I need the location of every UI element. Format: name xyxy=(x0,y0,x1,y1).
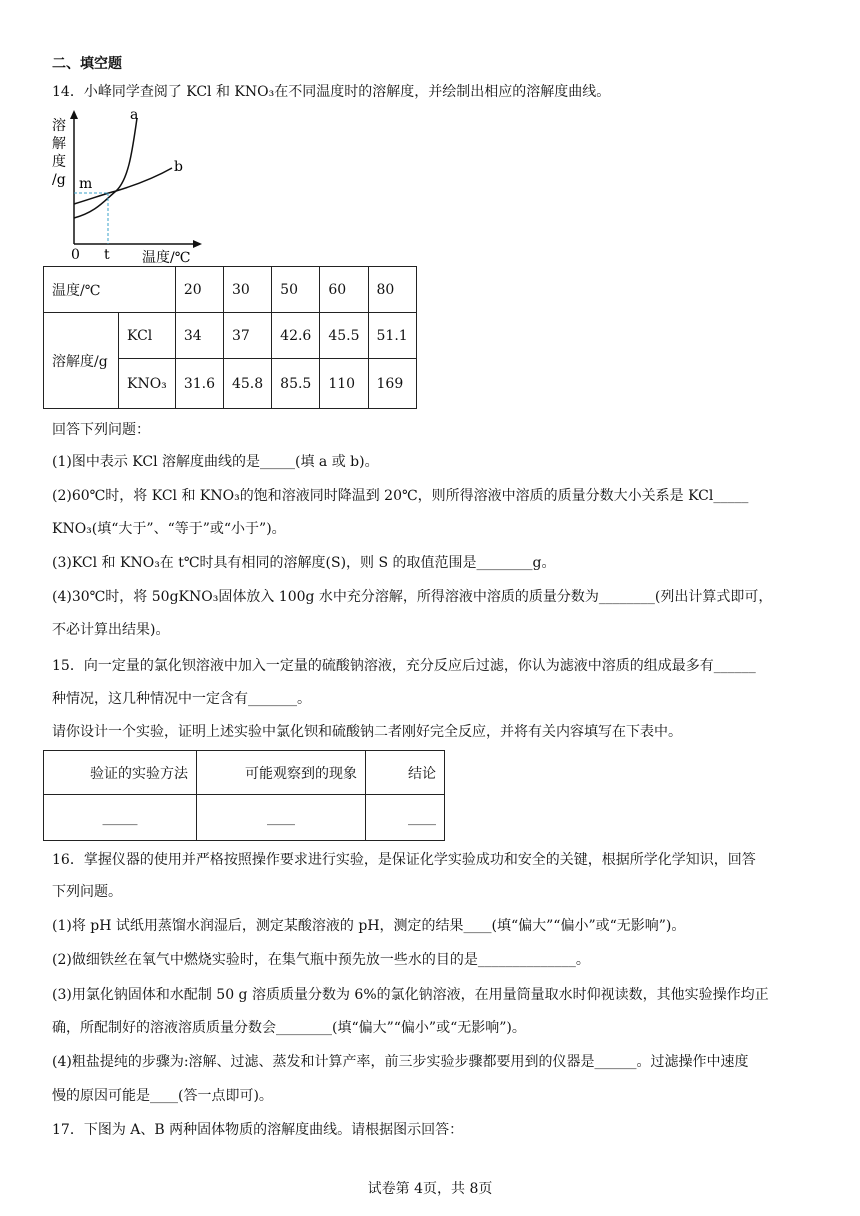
q15-line2: 种情况，这几种情况中一定含有_______。 xyxy=(52,691,311,707)
solubility-header: 溶解度/g xyxy=(44,313,119,409)
kno3-cell: 31.6 xyxy=(175,359,223,409)
q16-line2: 下列问题。 xyxy=(52,884,122,900)
q14-part2-line1: (2)60℃时，将 KCl 和 KNO₃的饱和溶液同时降温到 20℃，则所得溶液中溶质的质量分数大小关系是 KCl_____ xyxy=(52,488,749,504)
solubility-table xyxy=(43,266,417,409)
temp-header: 温度/℃ xyxy=(44,267,176,313)
phenomenon-blank: ____ xyxy=(197,795,366,841)
graph-label-m: m xyxy=(79,176,93,192)
conclusion-blank: ____ xyxy=(366,795,445,841)
graph-ylabel-2: 解 xyxy=(52,136,66,152)
graph-label-origin: 0 xyxy=(71,247,80,263)
experiment-table xyxy=(43,750,445,841)
q16-part2: (2)做细铁丝在氧气中燃烧实验时，在集气瓶中预先放一些水的目的是______________。 xyxy=(52,952,590,968)
kno3-cell: 169 xyxy=(368,359,416,409)
graph-label-b: b xyxy=(174,159,183,175)
temp-cell: 80 xyxy=(368,267,416,313)
method-blank: _____ xyxy=(44,795,197,841)
kno3-cell: 45.8 xyxy=(223,359,271,409)
q16-part3-line1: (3)用氯化钠固体和水配制 50 g 溶质质量分数为 6%的氯化钠溶液，在用量筒量取水时仰视读数，其他实验操作均正 xyxy=(52,987,769,1003)
temp-cell: 20 xyxy=(175,267,223,313)
experiment-header-row xyxy=(44,751,445,795)
q14-stem: 14．小峰同学查阅了 KCl 和 KNO₃在不同温度时的溶解度，并绘制出相应的溶解度曲线。 xyxy=(52,84,611,100)
solubility-graph xyxy=(44,106,214,266)
q14-part4-line2: 不必计算出结果)。 xyxy=(52,622,170,638)
graph-ylabel-1: 溶 xyxy=(52,118,66,134)
temp-cell: 50 xyxy=(272,267,320,313)
kcl-cell: 51.1 xyxy=(368,313,416,359)
graph-ylabel-4: /g xyxy=(52,172,66,188)
q17-stem: 17．下图为 A、B 两种固体物质的溶解度曲线。请根据图示回答： xyxy=(52,1122,464,1138)
kno3-cell: 85.5 xyxy=(272,359,320,409)
graph-ylabel-3: 度 xyxy=(52,154,66,170)
page-footer: 试卷第 4页，共 8页 xyxy=(367,1181,493,1197)
q15-line1: 15．向一定量的氯化钡溶液中加入一定量的硫酸钠溶液，充分反应后过滤，你认为滤液中溶质的组成最多有______ xyxy=(52,658,756,674)
graph-xlabel: 温度/℃ xyxy=(142,250,191,266)
kcl-row xyxy=(44,313,417,359)
temp-cell: 60 xyxy=(320,267,368,313)
section-heading: 二、填空题 xyxy=(52,56,122,72)
kno3-label: KNO₃ xyxy=(119,359,176,409)
graph-label-a: a xyxy=(130,107,139,123)
kcl-cell: 37 xyxy=(223,313,271,359)
temp-row xyxy=(44,267,417,313)
method-header: 验证的实验方法 xyxy=(44,751,197,795)
q15-line3: 请你设计一个实验，证明上述实验中氯化钡和硫酸钠二者刚好完全反应，并将有关内容填写在下表中。 xyxy=(52,724,682,740)
q16-line1: 16．掌握仪器的使用并严格按照操作要求进行实验，是保证化学实验成功和安全的关键，根据所学化学知识，回答 xyxy=(52,852,756,868)
q14-prompt: 回答下列问题： xyxy=(52,422,150,438)
experiment-answer-row xyxy=(44,795,445,841)
q16-part4-line1: (4)粗盐提纯的步骤为:溶解、过滤、蒸发和计算产率，前三步实验步骤都要用到的仪器是______。过滤操作中速度 xyxy=(52,1054,749,1070)
q16-part1: (1)将 pH 试纸用蒸馏水润湿后，测定某酸溶液的 pH，测定的结果____(填“偏大”“偏小”或“无影响”)。 xyxy=(52,918,686,934)
curve-a xyxy=(74,118,137,218)
kcl-label: KCl xyxy=(119,313,176,359)
q14-part3: (3)KCl 和 KNO₃在 t℃时具有相同的溶解度(S)，则 S 的取值范围是________g。 xyxy=(52,555,556,571)
y-axis-arrow xyxy=(70,110,78,119)
kcl-cell: 45.5 xyxy=(320,313,368,359)
q14-part4-line1: (4)30℃时，将 50gKNO₃固体放入 100g 水中充分溶解，所得溶液中溶质的质量分数为________(列出计算式即可， xyxy=(52,589,773,605)
graph-label-t: t xyxy=(104,247,110,263)
q16-part4-line2: 慢的原因可能是____(答一点即可)。 xyxy=(52,1088,273,1104)
temp-cell: 30 xyxy=(223,267,271,313)
q16-part3-line2: 确，所配制好的溶液溶质质量分数会________(填“偏大”“偏小”或“无影响”)。 xyxy=(52,1020,526,1036)
kcl-cell: 34 xyxy=(175,313,223,359)
kno3-cell: 110 xyxy=(320,359,368,409)
kcl-cell: 42.6 xyxy=(272,313,320,359)
q14-part2-line2: KNO₃(填“大于”、“等于”或“小于”)。 xyxy=(52,521,286,537)
conclusion-header: 结论 xyxy=(366,751,445,795)
x-axis-arrow xyxy=(193,240,202,248)
q14-part1: (1)图中表示 KCl 溶解度曲线的是_____(填 a 或 b)。 xyxy=(52,454,379,470)
phenomenon-header: 可能观察到的现象 xyxy=(197,751,366,795)
